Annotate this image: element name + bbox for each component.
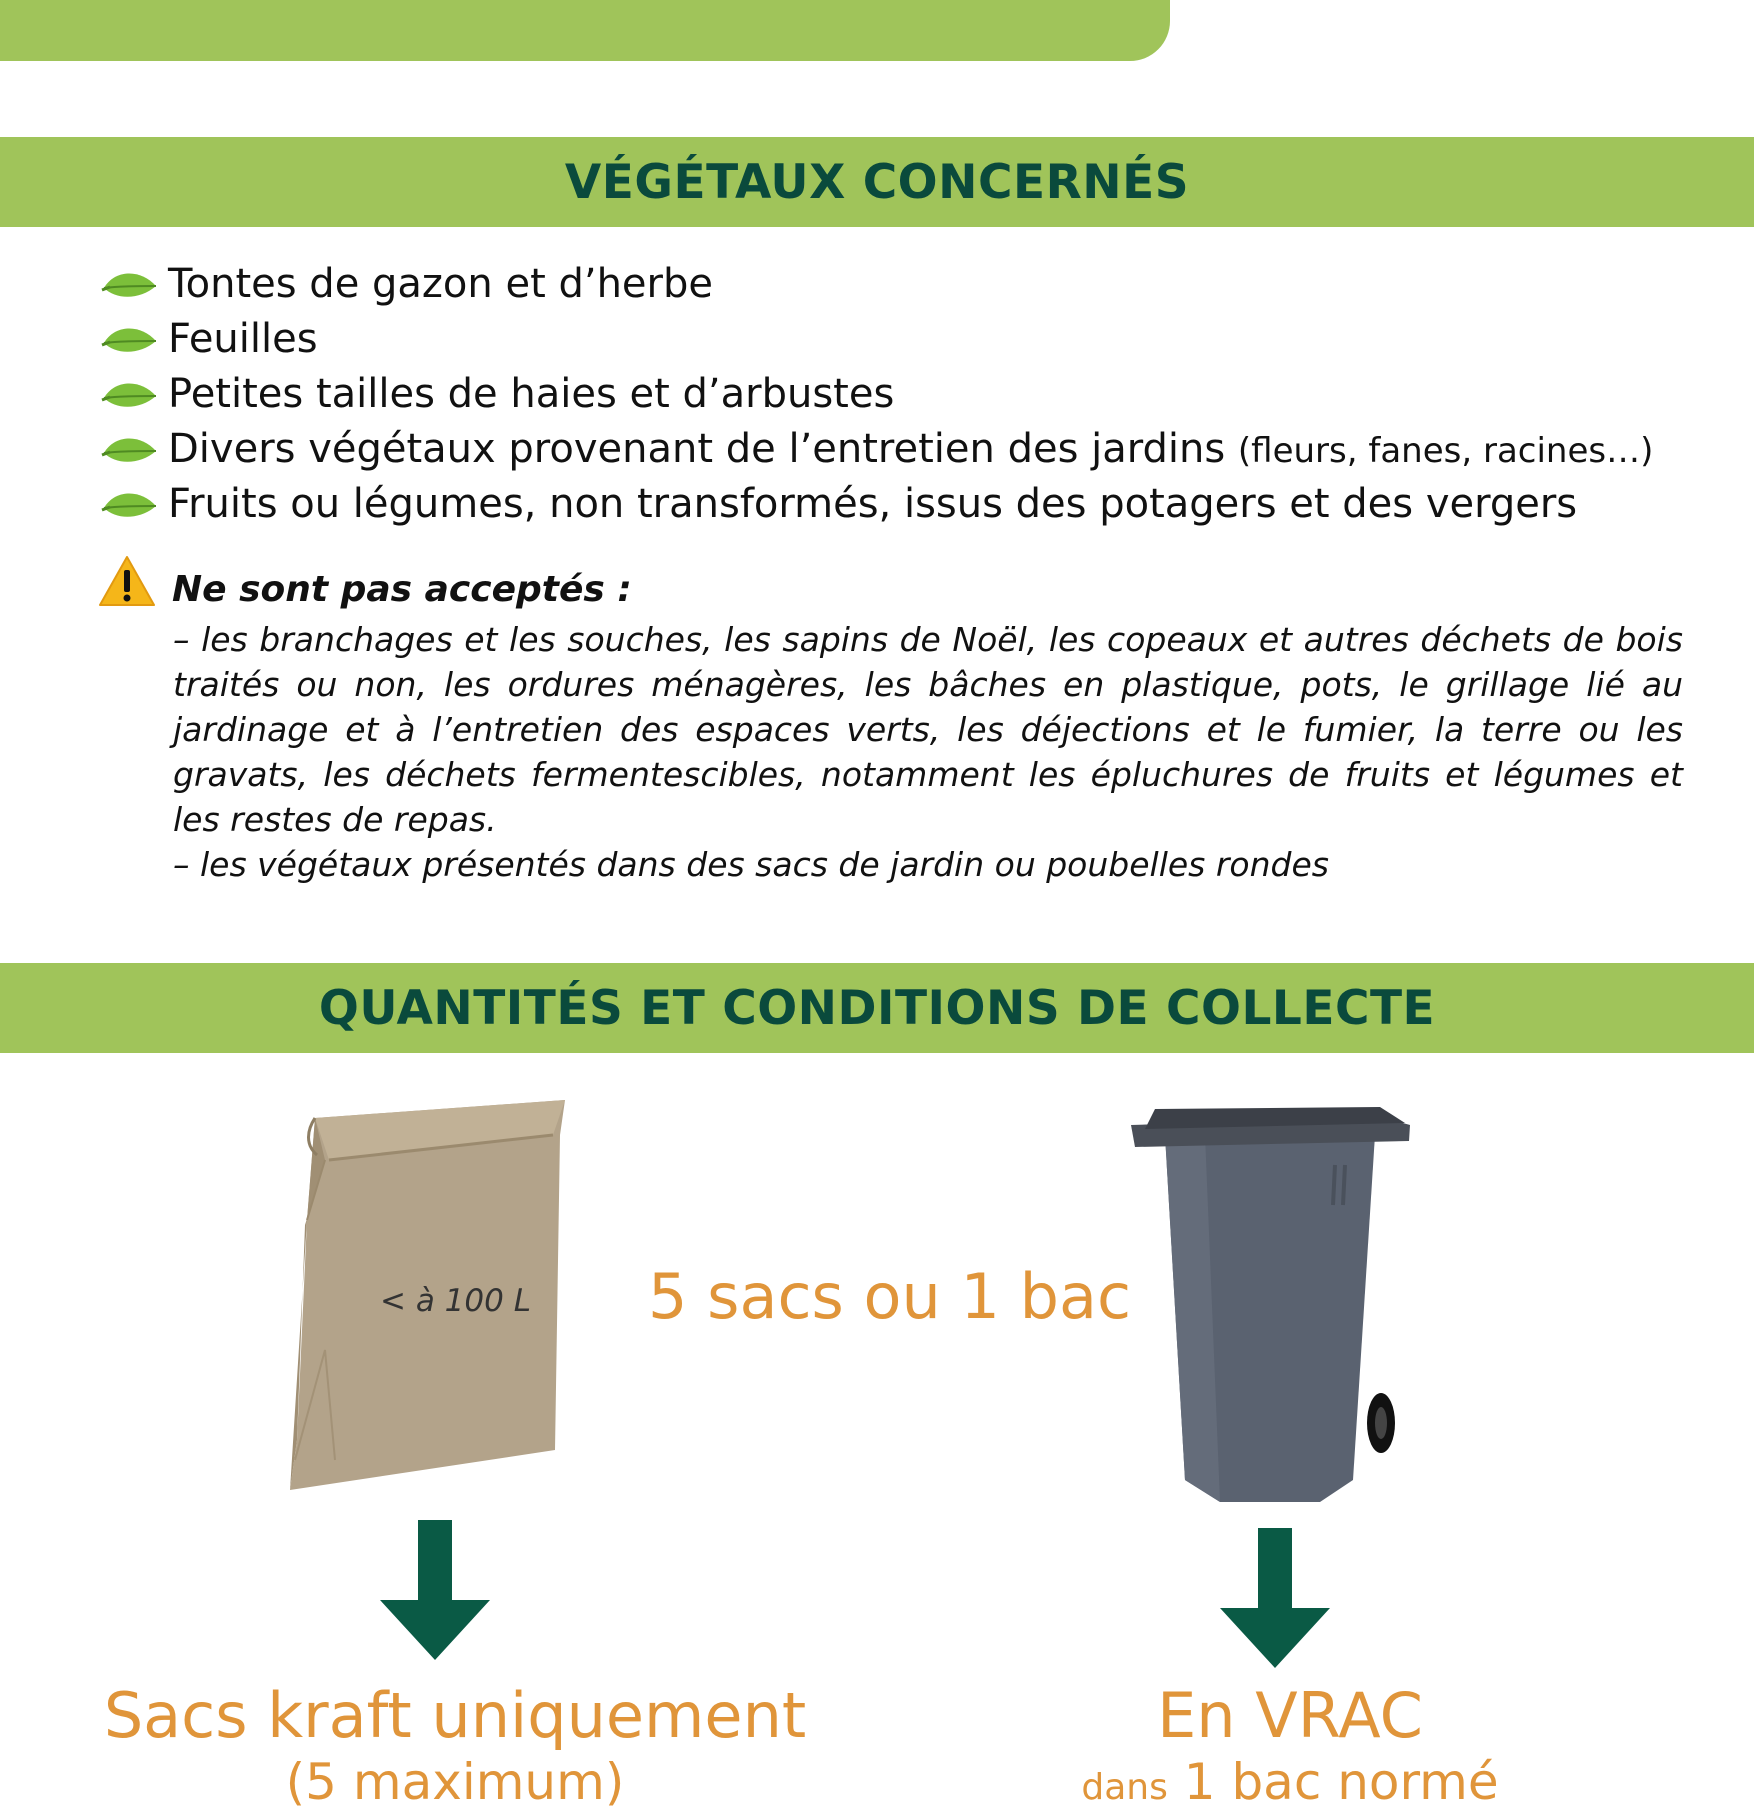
bag-caption-title: Sacs kraft uniquement: [103, 1679, 807, 1752]
item-main-text: Divers végétaux provenant de l’entretien des jardins: [168, 425, 1226, 472]
item-text: [168, 426, 1653, 472]
item-text: Feuilles: [168, 315, 318, 362]
section-title: VÉGÉTAUX CONCERNÉS: [564, 154, 1190, 210]
section-header-vegetaux: [0, 137, 1754, 227]
bin-caption-subtitle: [1030, 1752, 1550, 1818]
section-title: QUANTITÉS ET CONDITIONS DE COLLECTE: [318, 980, 1436, 1036]
warning-body: [173, 617, 1683, 887]
quantity-summary: 5 sacs ou 1 bac: [648, 1260, 1132, 1333]
bin-caption-small: dans: [1081, 1767, 1168, 1808]
section-header-quantites: [0, 963, 1754, 1053]
bag-caption: [90, 1680, 820, 1812]
bin-caption-title: En VRAC: [1157, 1679, 1423, 1752]
bin-caption-big: 1 bac normé: [1183, 1753, 1499, 1811]
warning-icon: [98, 554, 156, 608]
list-item: [100, 421, 1740, 476]
leaf-icon: [100, 429, 158, 469]
top-tab-decoration: [0, 0, 1170, 61]
item-text: Fruits ou légumes, non transformés, issus des potagers et des vergers: [168, 480, 1578, 527]
wheelie-bin-illustration: [1125, 1105, 1415, 1505]
list-item: [100, 311, 1740, 366]
bin-caption: [1030, 1680, 1550, 1818]
leaf-icon: [100, 484, 158, 524]
item-text: Tontes de gazon et d’herbe: [168, 260, 713, 307]
bag-volume-label: < à 100 L: [380, 1283, 531, 1319]
item-text: Petites tailles de haies et d’arbustes: [168, 370, 895, 417]
warning-paragraph: – les branchages et les souches, les sapins de Noël, les copeaux et autres déchets de bois traités ou non, les ordures ménagères, les bâches en plastique, pots, le grillage lié au jardinage et à l’entretien des espaces verts, les déjections et le fumier, la terre ou les gravats, les déchets fermentescibles, notamment les épluchures de fruits et légumes et les restes de repas.: [173, 620, 1683, 839]
list-item: [100, 476, 1740, 531]
arrow-down-icon: [1220, 1528, 1330, 1668]
warning-paragraph: – les végétaux présentés dans des sacs de jardin ou poubelles rondes: [173, 845, 1329, 884]
leaf-icon: [100, 374, 158, 414]
arrow-down-icon: [380, 1520, 490, 1660]
list-item: [100, 366, 1740, 421]
warning-title: Ne sont pas acceptés :: [172, 569, 632, 610]
list-item: [100, 256, 1740, 311]
leaf-icon: [100, 319, 158, 359]
item-note: (fleurs, fanes, racines…): [1237, 430, 1654, 471]
accepted-list: [100, 256, 1740, 531]
leaf-icon: [100, 264, 158, 304]
bag-caption-subtitle: (5 maximum): [285, 1753, 625, 1811]
